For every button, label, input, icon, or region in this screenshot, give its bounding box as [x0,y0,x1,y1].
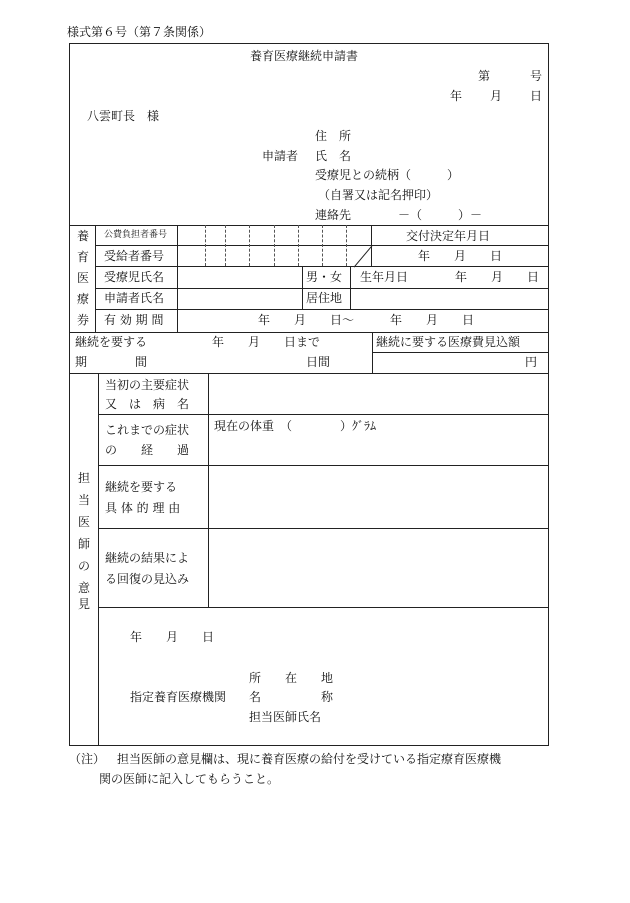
addressee: 八雲町長 様 [87,109,160,123]
applicant-name-label: 氏 名 [315,149,352,163]
address-label: 住 所 [315,129,352,143]
doctor-label-char: 担 [78,471,91,485]
number-suffix: 号 [530,69,543,83]
header-year: 年 [450,89,463,103]
contact-dashes: －（ ）－ [398,208,483,222]
contact-label: 連絡先 [315,208,352,222]
institution-name-label: 名 称 [249,690,334,704]
period-label-top: 継続を要する [75,335,148,349]
validity-label: 有 効 期 間 [104,313,164,327]
recipient-number-label: 受給者番号 [104,249,165,263]
note-line-1: 担当医師の意見欄は、現に養育医療の給付を受けている指定療育医療機 [117,752,502,766]
form-number: 様式第６号（第７条関係） [67,25,212,39]
doctor-label-char: の [78,559,91,573]
initial-symptoms-top: 当初の主要症状 [105,378,190,392]
applicant-role: 申請者 [262,149,299,163]
period-label-bottom: 期 間 [75,355,148,369]
cost-yen: 円 [525,355,538,369]
initial-symptoms-bottom: 又 は 病 名 [105,397,190,411]
number-label: 第 [478,69,491,83]
validity-value: 年 月 日～ 年 月 日 [258,313,475,327]
child-name-label: 受療児氏名 [104,270,165,284]
residence-label: 居住地 [306,291,343,305]
birth-date-label: 生年月日 [360,270,409,284]
doctor-label-char: 意 [78,581,91,595]
doctor-label-char: 当 [78,493,91,507]
doctor-label-char: 見 [78,597,91,611]
period-until: 年 月 日まで [212,335,321,349]
doctor-label-char: 医 [78,515,91,529]
ticket-label-char: 医 [77,271,90,285]
form-title: 養育医療継続申請書 [250,49,359,63]
ticket-label-char: 育 [77,250,90,264]
decision-date-value: 年 月 日 [418,249,503,263]
outlook-top: 継続の結果によ [105,551,190,565]
decision-date-label: 交付決定年月日 [406,229,491,243]
doctor-label-char: 師 [78,537,91,551]
progress-top: これまでの症状 [105,423,190,437]
signature-note: （自署又は記名押印） [318,188,439,202]
header-month: 月 [490,89,503,103]
ticket-label-char: 養 [77,229,90,243]
relation-label: 受療児との続柄（ ） [315,168,460,182]
current-weight: 現在の体重 （ ）ｸﾞﾗﾑ [214,419,377,433]
ticket-label-char: 療 [77,292,90,306]
note-marker: （注） [69,752,106,766]
period-days: 日間 [306,355,331,369]
reason-bottom: 具 体 的 理 由 [105,501,181,515]
opinion-date: 年 月 日 [130,630,215,644]
doctor-name-label: 担当医師氏名 [249,710,322,724]
outlook-bottom: る回復の見込み [105,572,190,586]
reason-top: 継続を要する [105,480,178,494]
sex-field: 男・女 [306,270,343,284]
progress-bottom: の 経 過 [105,443,190,457]
cost-label: 継続に要する医療費見込額 [376,335,521,349]
institution-label: 指定養育医療機関 [130,690,227,704]
location-label: 所 在 地 [249,671,334,685]
header-day: 日 [530,89,543,103]
birth-date-value: 年 月 日 [455,270,540,284]
note-line-2: 関の医師に記入してもらうこと。 [99,772,280,786]
ticket-label-char: 券 [77,313,90,327]
public-payer-number-label: 公費負担者番号 [104,230,168,240]
applicant-name-field-label: 申請者氏名 [104,291,165,305]
